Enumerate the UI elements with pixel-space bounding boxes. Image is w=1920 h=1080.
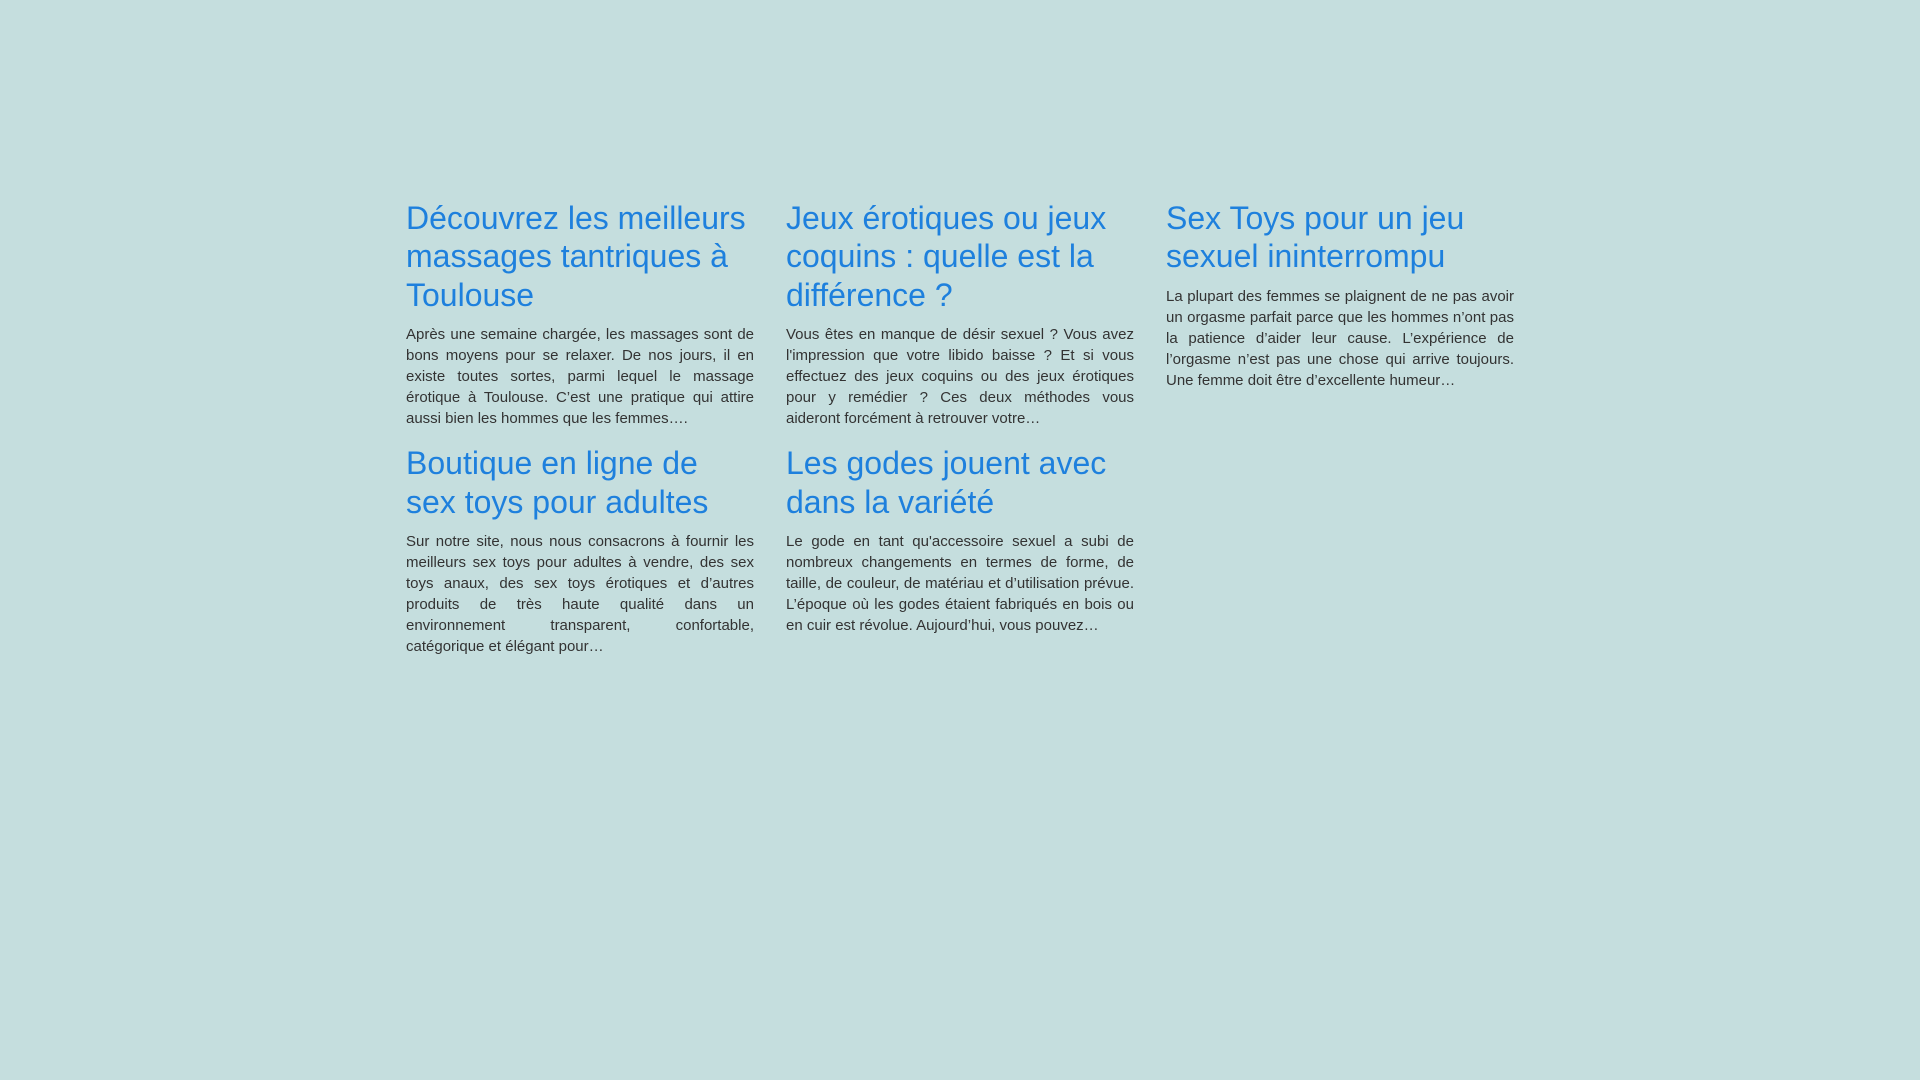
- post-title-link[interactable]: Sex Toys pour un jeu sexuel ininterrompu: [1166, 200, 1465, 275]
- posts-grid: [406, 199, 1514, 657]
- post-card: [1166, 199, 1514, 391]
- post-excerpt: Sur notre site, nous nous consacrons à fournir les meilleurs sex toys pour adultes à vendre, des sex toys anaux, des sex toys érotiques et d’autres produits de très haute qualité dans un environnement transparent, confortable, catégorique et élégant pour…: [406, 532, 754, 655]
- blog-archive: [406, 0, 1514, 657]
- post-card: [406, 444, 754, 657]
- post-card: [406, 199, 754, 429]
- post-title-link[interactable]: Découvrez les meilleurs massages tantriques à Toulouse: [406, 200, 746, 313]
- post-excerpt: Vous êtes en manque de désir sexuel ? Vous avez l'impression que votre libido baisse ? Et si vous effectuez des jeux coquins ou des jeux érotiques pour y remédier ? Ces deux méthodes vous aideront forcément à retrouver votre…: [786, 326, 1134, 428]
- post-title-link[interactable]: Jeux érotiques ou jeux coquins : quelle est la différence ?: [786, 200, 1107, 313]
- post-excerpt: La plupart des femmes se plaignent de ne pas avoir un orgasme parfait parce que les hommes n’ont pas la patience d’aider leur cause. L’expérience de l’orgasme n’est pas une chose qui arrive toujours. Une femme doit être d’excellente humeur…: [1166, 287, 1514, 389]
- post-excerpt: Le gode en tant qu'accessoire sexuel a subi de nombreux changements en termes de forme, de taille, de couleur, de matériau et d’utilisation prévue. L’époque où les godes étaient fabriqués en bois ou en cuir est révolue. Aujourd’hui, vous pouvez…: [786, 532, 1134, 634]
- post-card: [786, 199, 1134, 429]
- post-excerpt: Après une semaine chargée, les massages sont de bons moyens pour se relaxer. De nos jours, il en existe toutes sortes, parmi lequel le massage érotique à Toulouse. C’est une pratique qui attire aussi bien les hommes que les femmes….: [406, 326, 754, 428]
- post-title-link[interactable]: Boutique en ligne de sex toys pour adultes: [406, 445, 709, 520]
- post-card: [786, 444, 1134, 636]
- post-title-link[interactable]: Les godes jouent avec dans la variété: [786, 445, 1107, 520]
